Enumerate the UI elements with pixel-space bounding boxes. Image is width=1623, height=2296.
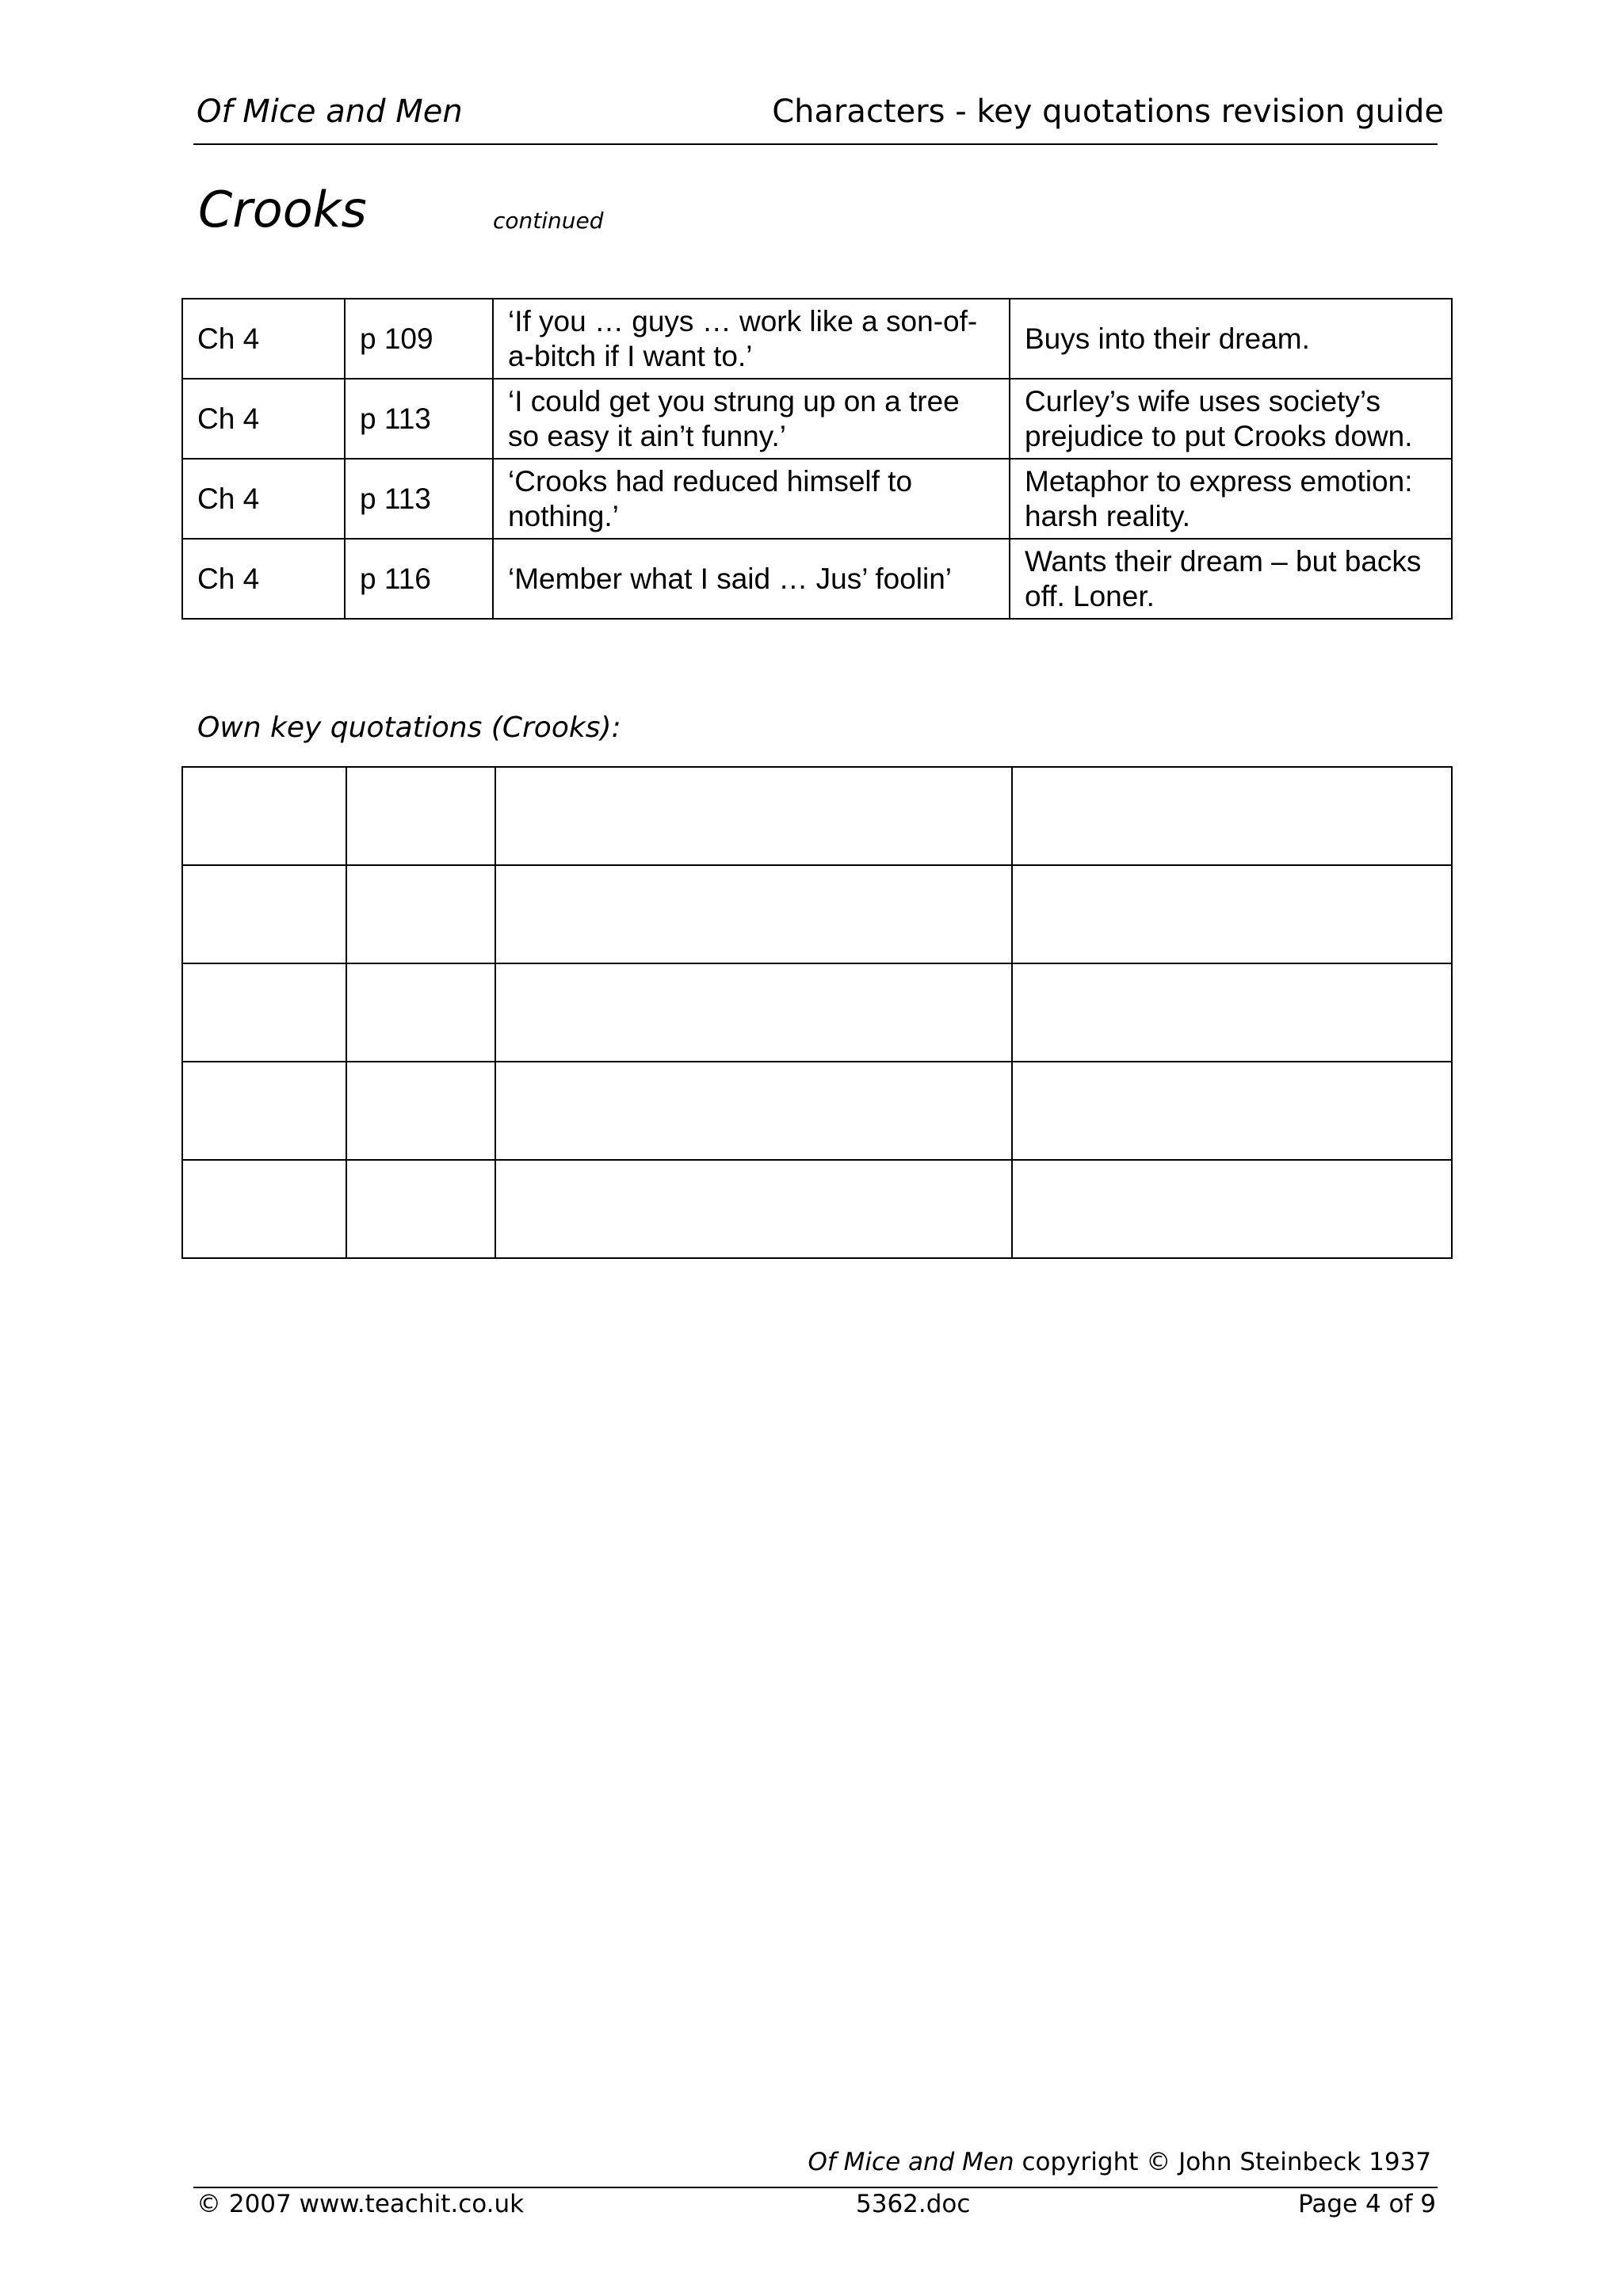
table-row	[182, 963, 1452, 1062]
own-quotations-table	[181, 766, 1453, 1259]
section-subtitle: continued	[493, 208, 604, 234]
table-row	[182, 539, 1452, 619]
empty-quote-cell[interactable]	[495, 865, 1012, 963]
header-divider	[193, 143, 1438, 145]
chapter-cell: Ch 4	[182, 459, 345, 539]
table-row	[182, 1160, 1452, 1258]
chapter-cell: Ch 4	[182, 539, 345, 619]
quote-cell: ‘I could get you strung up on a tree so easy it ain’t funny.’	[493, 379, 1010, 459]
table-row	[182, 767, 1452, 865]
copyright-book-title: Of Mice and Men	[808, 2148, 1014, 2176]
empty-comment-cell[interactable]	[1012, 865, 1452, 963]
comment-cell: Wants their dream – but backs off. Loner.	[1010, 539, 1452, 619]
quote-cell: ‘Member what I said … Jus’ foolin’	[493, 539, 1010, 619]
own-quotations-label: Own key quotations (Crooks):	[197, 711, 621, 744]
table-row	[182, 865, 1452, 963]
empty-quote-cell[interactable]	[495, 1062, 1012, 1160]
empty-chapter-cell[interactable]	[182, 1160, 346, 1258]
footer-website: © 2007 www.teachit.co.uk	[197, 2190, 525, 2218]
empty-page-cell[interactable]	[346, 963, 495, 1062]
page-cell: p 113	[345, 379, 493, 459]
chapter-cell: Ch 4	[182, 299, 345, 379]
empty-quote-cell[interactable]	[495, 963, 1012, 1062]
empty-page-cell[interactable]	[346, 1062, 495, 1160]
table-row	[182, 379, 1452, 459]
header-document-title: Characters - key quotations revision guide	[772, 93, 1444, 130]
copyright-notice	[808, 2148, 1432, 2176]
empty-page-cell[interactable]	[346, 865, 495, 963]
empty-chapter-cell[interactable]	[182, 1062, 346, 1160]
empty-comment-cell[interactable]	[1012, 1062, 1452, 1160]
page-cell: p 109	[345, 299, 493, 379]
copyright-text: copyright © John Steinbeck 1937	[1014, 2148, 1431, 2176]
empty-quote-cell[interactable]	[495, 767, 1012, 865]
footer-divider	[193, 2187, 1438, 2188]
comment-cell: Curley’s wife uses society’s prejudice to put Crooks down.	[1010, 379, 1452, 459]
empty-page-cell[interactable]	[346, 1160, 495, 1258]
section-title: Crooks	[198, 181, 367, 238]
empty-chapter-cell[interactable]	[182, 963, 346, 1062]
quote-cell: ‘Crooks had reduced himself to nothing.’	[493, 459, 1010, 539]
table-row	[182, 1062, 1452, 1160]
page-cell: p 116	[345, 539, 493, 619]
footer-page-number: Page 4 of 9	[1298, 2190, 1436, 2218]
footer-filename: 5362.doc	[856, 2190, 971, 2218]
quote-cell: ‘If you … guys … work like a son-of-a-bitch if I want to.’	[493, 299, 1010, 379]
empty-chapter-cell[interactable]	[182, 865, 346, 963]
empty-comment-cell[interactable]	[1012, 963, 1452, 1062]
empty-quote-cell[interactable]	[495, 1160, 1012, 1258]
empty-chapter-cell[interactable]	[182, 767, 346, 865]
chapter-cell: Ch 4	[182, 379, 345, 459]
comment-cell: Metaphor to express emotion: harsh reality.	[1010, 459, 1452, 539]
table-row	[182, 299, 1452, 379]
header-book-title: Of Mice and Men	[197, 93, 463, 130]
quotations-table	[181, 298, 1453, 620]
empty-page-cell[interactable]	[346, 767, 495, 865]
empty-comment-cell[interactable]	[1012, 767, 1452, 865]
comment-cell: Buys into their dream.	[1010, 299, 1452, 379]
empty-comment-cell[interactable]	[1012, 1160, 1452, 1258]
page-cell: p 113	[345, 459, 493, 539]
table-row	[182, 459, 1452, 539]
